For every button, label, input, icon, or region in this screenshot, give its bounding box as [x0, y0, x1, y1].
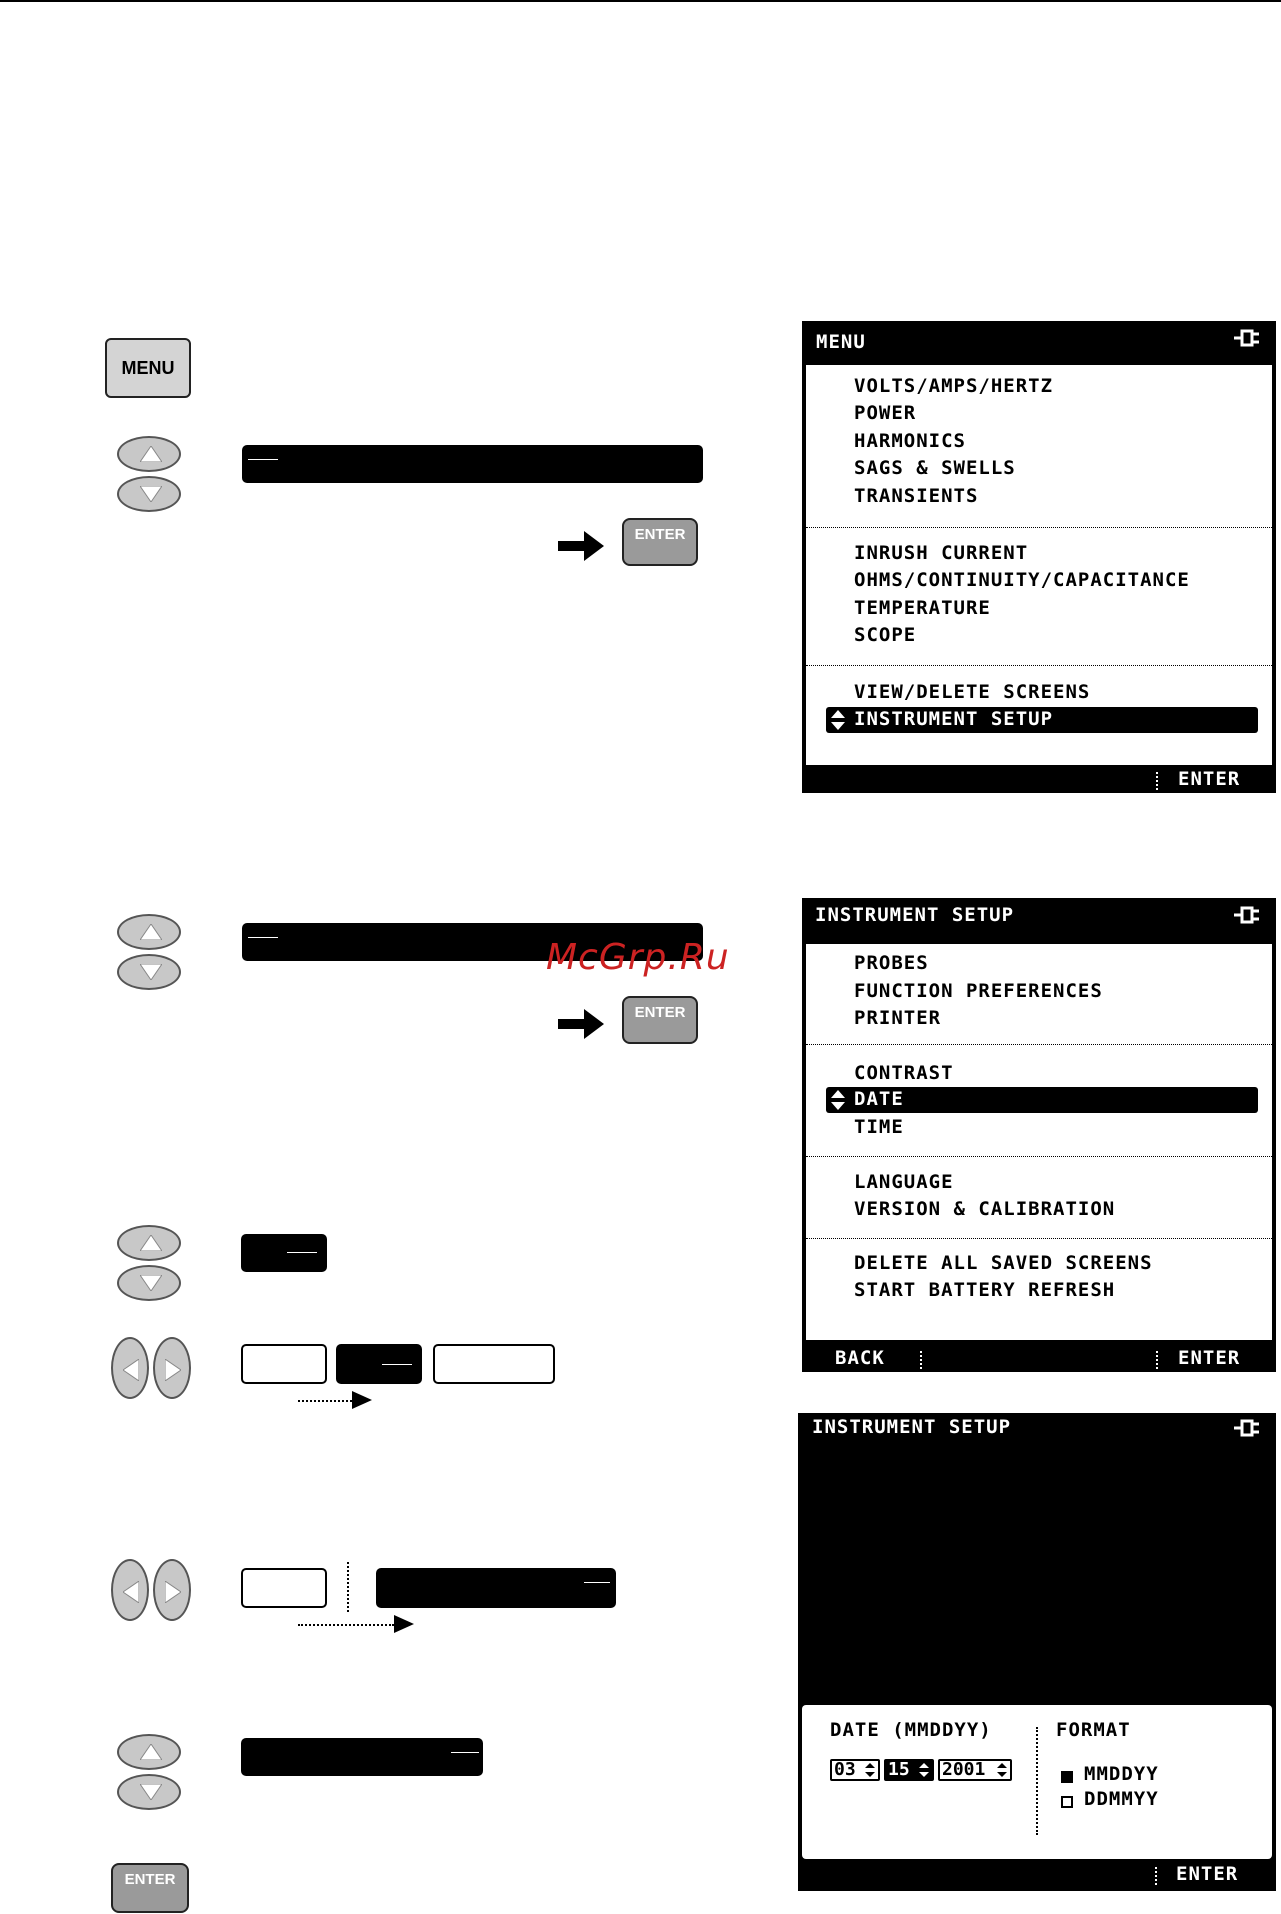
setup-item[interactable]: PROBES	[854, 952, 929, 974]
setup-item[interactable]: PRINTER	[854, 1007, 942, 1029]
field-box-day-selected	[336, 1344, 422, 1384]
instrument-setup-screen	[802, 898, 1276, 1372]
up-down-icon	[865, 1763, 875, 1777]
up-arrow-key[interactable]	[117, 1734, 181, 1770]
menu-item[interactable]: VIEW/DELETE SCREENS	[854, 681, 1091, 703]
dotted-arrow-line	[298, 1624, 394, 1626]
menu-item[interactable]: INRUSH CURRENT	[854, 542, 1029, 564]
left-arrow-key[interactable]	[111, 1559, 149, 1621]
selected-item-label: INSTRUMENT SETUP	[854, 708, 1054, 730]
enter-key-3[interactable]	[111, 1863, 189, 1913]
left-right-keys-1	[111, 1337, 191, 1399]
arrowhead-icon	[394, 1615, 414, 1633]
right-arrow-icon	[558, 531, 604, 561]
footer-enter[interactable]: ENTER	[1178, 768, 1241, 790]
highlight-bar-1	[242, 445, 703, 483]
enter-key-label: ENTER	[634, 526, 686, 543]
format-value-bar	[241, 1738, 483, 1776]
setup-item[interactable]: TIME	[854, 1116, 904, 1138]
menu-key[interactable]	[105, 338, 191, 398]
menu-screen-title: MENU	[816, 331, 866, 353]
enter-key-1[interactable]	[622, 518, 698, 566]
field-box-date	[241, 1568, 327, 1608]
left-arrow-icon	[123, 1359, 139, 1381]
date-setup-screen	[798, 1413, 1276, 1891]
down-arrow-key[interactable]	[117, 1265, 181, 1301]
empty-checkbox-icon[interactable]	[1061, 1796, 1073, 1808]
footer-back[interactable]: BACK	[835, 1347, 885, 1369]
footer-divider	[1156, 1351, 1158, 1369]
up-down-keys-2	[117, 914, 183, 996]
format-bar	[376, 1568, 616, 1608]
setup-item[interactable]: FUNCTION PREFERENCES	[854, 980, 1103, 1002]
footer-enter[interactable]: ENTER	[1176, 1863, 1239, 1885]
setup-item[interactable]: VERSION & CALIBRATION	[854, 1198, 1116, 1220]
footer-divider	[1156, 772, 1158, 790]
left-right-keys-2	[111, 1559, 191, 1621]
up-down-icon	[997, 1763, 1007, 1777]
up-arrow-icon	[140, 924, 162, 940]
up-arrow-key[interactable]	[117, 914, 181, 950]
top-rule	[0, 0, 1281, 2]
field-value-bar	[241, 1234, 327, 1272]
menu-item[interactable]: POWER	[854, 402, 917, 424]
menu-item[interactable]: SCOPE	[854, 624, 917, 646]
enter-key-2[interactable]	[622, 996, 698, 1044]
right-arrow-key[interactable]	[153, 1337, 191, 1399]
field-box-month	[241, 1344, 327, 1384]
divider	[806, 1044, 1272, 1045]
left-arrow-icon	[123, 1581, 139, 1603]
up-down-keys-4	[117, 1734, 183, 1816]
vertical-dotted-divider	[347, 1562, 349, 1612]
menu-item[interactable]: SAGS & SWELLS	[854, 457, 1016, 479]
right-arrow-icon	[165, 1581, 181, 1603]
down-arrow-icon	[140, 1784, 162, 1800]
month-value: 03	[834, 1759, 856, 1780]
footer-divider	[1155, 1867, 1157, 1885]
field-box-year	[433, 1344, 555, 1384]
setup-item[interactable]: CONTRAST	[854, 1062, 954, 1084]
power-plug-icon	[1232, 1417, 1260, 1439]
divider	[806, 665, 1272, 666]
divider	[806, 527, 1272, 528]
right-arrow-key[interactable]	[153, 1559, 191, 1621]
enter-key-label: ENTER	[124, 1871, 176, 1888]
footer-divider	[920, 1351, 922, 1369]
divider	[806, 1238, 1272, 1239]
selected-menu-item[interactable]	[826, 707, 1258, 733]
filled-checkbox-icon[interactable]	[1061, 1771, 1073, 1783]
up-arrow-key[interactable]	[117, 436, 181, 472]
menu-item[interactable]: TRANSIENTS	[854, 485, 979, 507]
date-label: DATE (MMDDYY)	[830, 1719, 992, 1741]
day-field[interactable]	[884, 1759, 934, 1781]
up-down-icon	[919, 1763, 929, 1777]
year-value: 2001	[942, 1759, 986, 1780]
selected-setup-item[interactable]	[826, 1087, 1258, 1113]
day-value: 15	[888, 1759, 910, 1780]
menu-item[interactable]: HARMONICS	[854, 430, 966, 452]
down-arrow-icon	[140, 486, 162, 502]
month-field[interactable]	[830, 1759, 880, 1781]
watermark: McGrp.Ru	[546, 937, 730, 978]
divider	[806, 1156, 1272, 1157]
power-plug-icon	[1232, 327, 1260, 349]
enter-key-label: ENTER	[634, 1004, 686, 1021]
menu-item[interactable]: OHMS/CONTINUITY/CAPACITANCE	[854, 569, 1190, 591]
setup-item[interactable]: LANGUAGE	[854, 1171, 954, 1193]
setup-item[interactable]: START BATTERY REFRESH	[854, 1279, 1116, 1301]
format-option[interactable]: MMDDYY	[1084, 1763, 1159, 1785]
up-arrow-icon	[140, 446, 162, 462]
setup-screen-title: INSTRUMENT SETUP	[815, 904, 1015, 926]
left-arrow-key[interactable]	[111, 1337, 149, 1399]
menu-item[interactable]: TEMPERATURE	[854, 597, 991, 619]
date-screen-title: INSTRUMENT SETUP	[812, 1416, 1012, 1438]
down-arrow-icon	[140, 1275, 162, 1291]
right-arrow-icon	[558, 1009, 604, 1039]
up-down-keys-1	[117, 436, 183, 518]
right-arrow-icon	[165, 1359, 181, 1381]
format-label: FORMAT	[1056, 1719, 1131, 1741]
menu-item[interactable]: VOLTS/AMPS/HERTZ	[854, 375, 1054, 397]
up-arrow-icon	[140, 1235, 162, 1251]
down-arrow-key[interactable]	[117, 476, 181, 512]
year-field[interactable]	[938, 1759, 1012, 1781]
power-plug-icon	[1232, 904, 1260, 926]
format-option[interactable]: DDMMYY	[1084, 1788, 1159, 1810]
dotted-arrow-line	[298, 1400, 352, 1402]
up-down-select-icon	[830, 1090, 846, 1110]
up-down-keys-3	[117, 1225, 183, 1307]
arrowhead-icon	[352, 1391, 372, 1409]
vertical-dotted-divider	[1036, 1727, 1038, 1835]
up-arrow-key[interactable]	[117, 1225, 181, 1261]
setup-item[interactable]: DELETE ALL SAVED SCREENS	[854, 1252, 1153, 1274]
down-arrow-icon	[140, 964, 162, 980]
down-arrow-key[interactable]	[117, 1774, 181, 1810]
down-arrow-key[interactable]	[117, 954, 181, 990]
up-arrow-icon	[140, 1744, 162, 1760]
selected-item-label: DATE	[854, 1088, 904, 1110]
up-down-select-icon	[830, 710, 846, 730]
menu-key-label: MENU	[121, 357, 175, 378]
menu-screen	[802, 321, 1276, 793]
footer-enter[interactable]: ENTER	[1178, 1347, 1241, 1369]
